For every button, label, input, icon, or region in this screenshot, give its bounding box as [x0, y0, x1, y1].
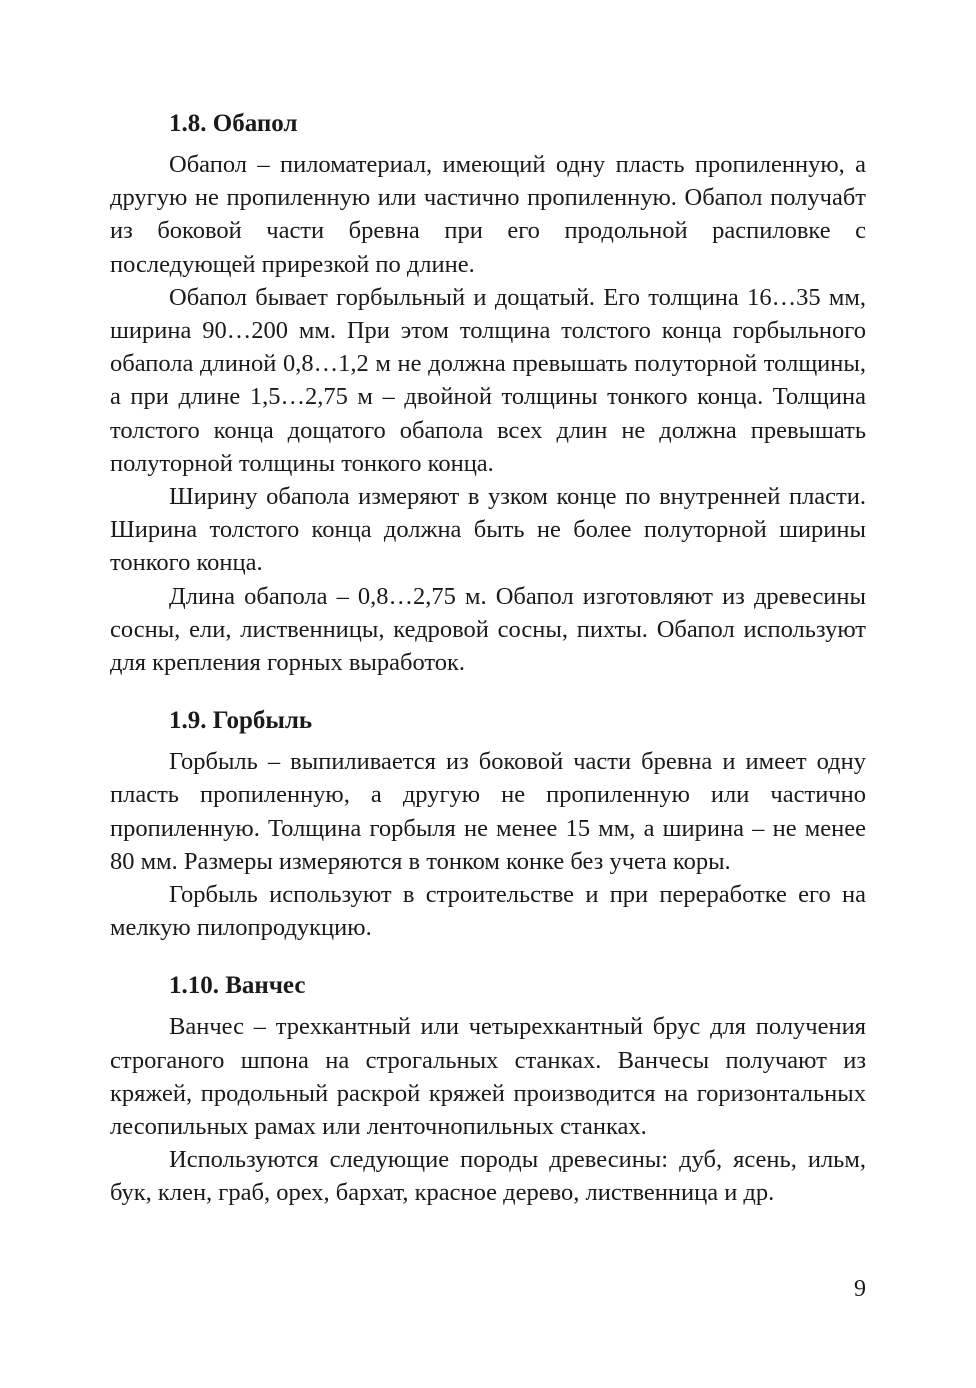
- paragraph: Длина обапола – 0,8…2,75 м. Обапол изготовляют из древесины сосны, ели, лиственницы, кедровой сосны, пихты. Обапол используют для крепления горных выработок.: [110, 582, 866, 677]
- paragraph: Обапол бывает горбыльный и дощатый. Его толщина 16…35 мм, ширина 90…200 мм. При этом толщина толстого конца горбыльного обапола длиной 0,8…1,2 м не должна превышать полуторной толщины, а при длине 1,5…2,75 м – двойной толщины тонкого конца. Толщина толстого конца дощатого обапола всех длин не должна превышать полуторной толщины тонкого конца.: [110, 283, 866, 477]
- paragraph: Горбыль – выпиливается из боковой части бревна и имеет одну пласть пропиленную, а другую не пропиленную или частично пропиленную. Толщина горбыля не менее 15 мм, а ширина – не менее 80 мм. Размеры измеряются в тонком конке без учета коры.: [110, 748, 866, 875]
- section-gorbyl: [110, 705, 866, 944]
- document-page: [110, 108, 866, 1224]
- paragraph: Используются следующие породы древесины: дуб, ясень, ильм, бук, клен, граб, орех, бархат, красное дерево, лиственница и др.: [110, 1146, 866, 1207]
- section-heading: 1.9. Горбыль: [169, 707, 313, 735]
- section-heading: 1.10. Ванчес: [169, 972, 306, 1000]
- section-gap: [110, 693, 866, 705]
- section-heading: 1.8. Обапол: [169, 110, 298, 137]
- paragraph: Ширину обапола измеряют в узком конце по внутренней пласти. Ширина толстого конца должна быть не более полуторной ширины тонкого конца.: [110, 483, 866, 577]
- paragraph: Обапол – пиломатериал, имеющий одну пласть пропиленную, а другую не пропиленную или частично пропиленную. Обапол получабт из боковой части бревна при его продольной распиловке с последующей прирезкой по длине.: [110, 151, 866, 278]
- section-obapol: [110, 108, 866, 679]
- section-gap: [110, 958, 866, 970]
- section-vanches: [110, 970, 866, 1209]
- paragraph: Горбыль используют в строительстве и при переработке его на мелкую пилопродукцию.: [110, 881, 866, 942]
- paragraph: Ванчес – трехкантный или четырехкантный брус для получения строганого шпона на строгальных станках. Ванчесы получают из кряжей, продольный раскрой кряжей производится на горизонтальных лесопильных рамах или ленточнопильных станках.: [110, 1013, 866, 1141]
- page-number: 9: [854, 1276, 866, 1302]
